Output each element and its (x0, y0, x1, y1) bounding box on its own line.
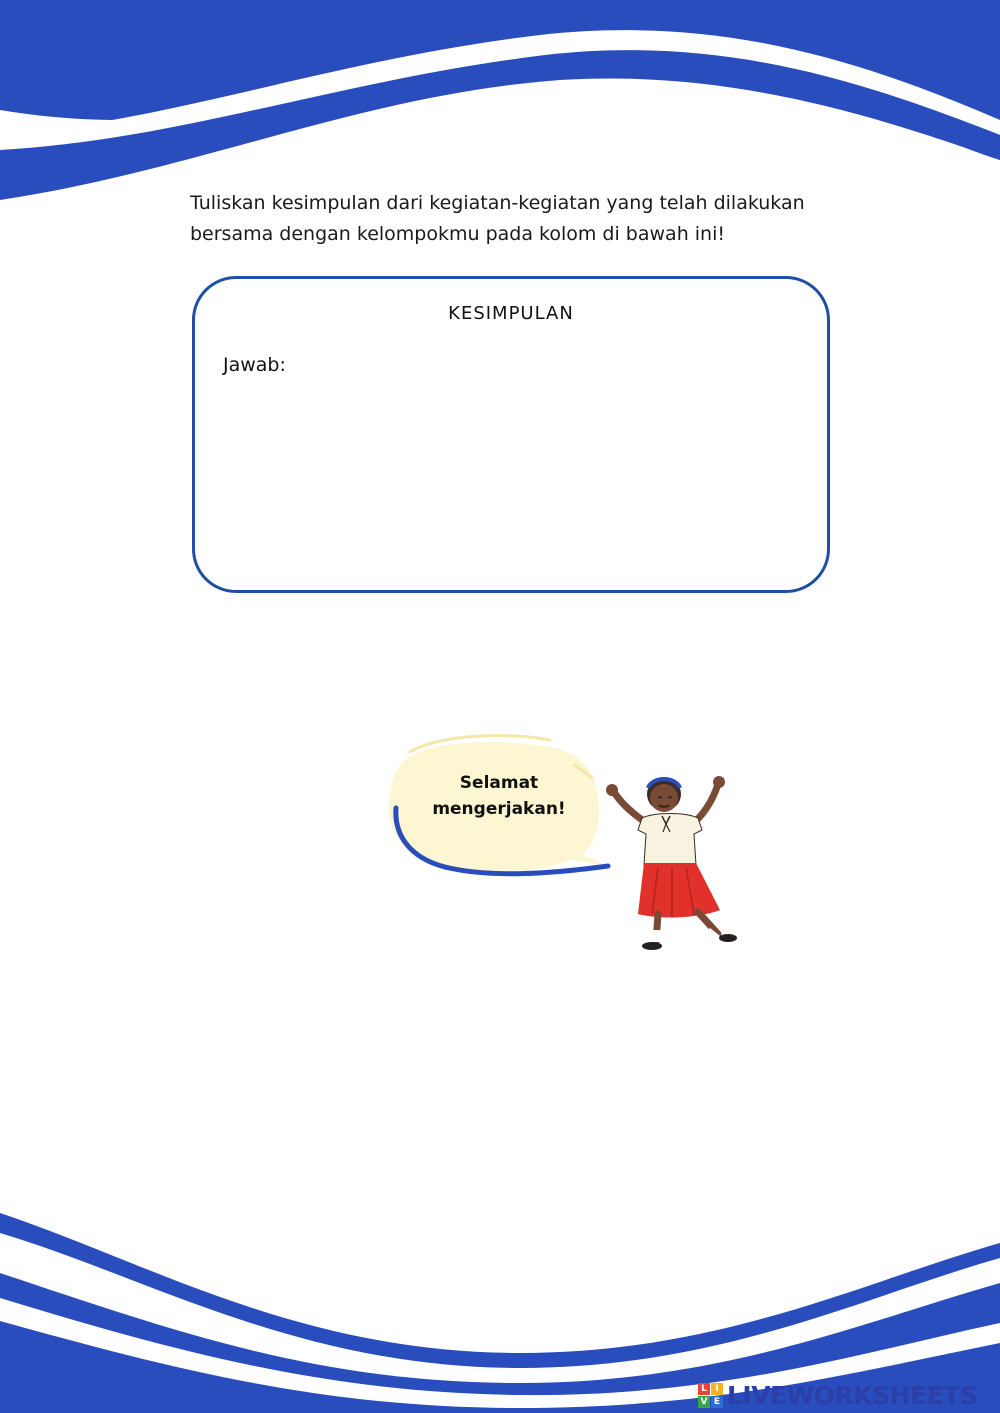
liveworksheets-logo (698, 1382, 977, 1408)
instruction-line-2: bersama dengan kelompokmu pada kolom di bawah ini! (190, 223, 725, 245)
logo-tile-e: E (711, 1396, 723, 1408)
instruction-text (190, 188, 850, 250)
logo-tiles (698, 1383, 723, 1408)
instruction-line-1: Tuliskan kesimpulan dari kegiatan-kegiatan yang telah dilakukan (190, 192, 805, 214)
bubble-line-1: Selamat (459, 773, 539, 793)
speech-bubble-text (400, 770, 598, 822)
answer-input[interactable] (223, 387, 805, 566)
answer-label: Jawab: (223, 354, 286, 376)
logo-tile-l: L (698, 1383, 710, 1395)
logo-tile-i: I (711, 1383, 723, 1395)
top-wave-decoration (0, 0, 1000, 210)
conclusion-box (192, 276, 830, 593)
logo-text: LIVEWORKSHEETS (727, 1380, 978, 1410)
girl-illustration (600, 770, 750, 955)
box-title: KESIMPULAN (448, 303, 574, 324)
bubble-line-2: mengerjakan! (432, 799, 566, 819)
logo-tile-v: V (698, 1396, 710, 1408)
